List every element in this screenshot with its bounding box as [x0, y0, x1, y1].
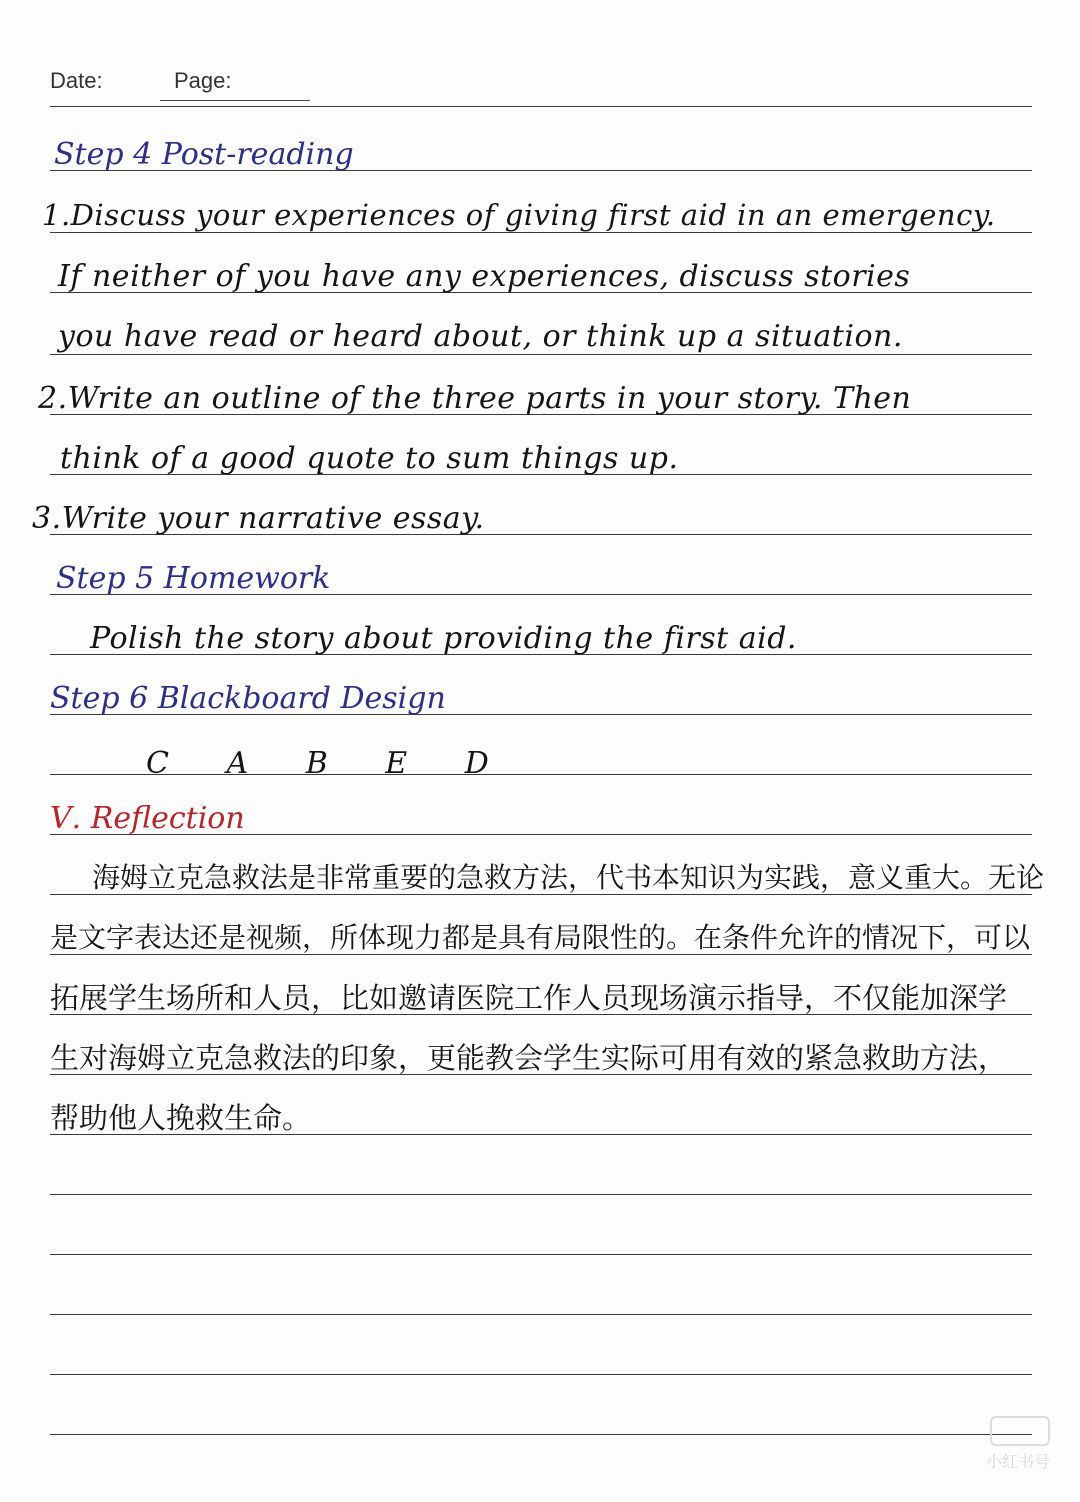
ruled-line: [50, 1434, 1032, 1435]
step6-heading: Step 6 Blackboard Design: [50, 681, 446, 716]
ruled-line: [50, 894, 1032, 895]
step4-line-6: 3.Write your narrative essay.: [32, 501, 485, 536]
ruled-line: [50, 954, 1032, 955]
ruled-line: [50, 1374, 1032, 1375]
date-label: Date:: [50, 68, 103, 93]
ruled-line: [50, 1254, 1032, 1255]
reflection-line-2: 是文字表达还是视频，所体现力都是具有局限性的。在条件允许的情况下，可以: [50, 921, 1031, 954]
page-label: Page:: [174, 68, 232, 93]
step4-line-5: think of a good quote to sum things up.: [60, 441, 679, 476]
blackboard-letters: C A B E D: [146, 746, 513, 781]
ruled-line: [50, 354, 1032, 355]
ruled-line: [50, 232, 1032, 233]
reflection-line-1: 海姆立克急救法是非常重要的急救方法，代书本知识为实践，意义重大。无论: [92, 861, 1045, 894]
step4-line-2: If neither of you have any experiences, discuss stories: [58, 259, 911, 294]
watermark-text: 小红书号: [985, 1452, 1050, 1471]
reflection-heading: Ⅴ. Reflection: [50, 801, 245, 836]
reflection-line-3: 拓展学生场所和人员，比如邀请医院工作人员现场演示指导，不仅能加深学: [50, 981, 1008, 1015]
step5-line-1: Polish the story about providing the first aid.: [90, 621, 797, 656]
ruled-line: [50, 106, 1032, 107]
step4-line-1: 1.Discuss your experiences of giving first aid in an emergency.: [42, 198, 996, 232]
step4-heading: Step 4 Post-reading: [54, 137, 354, 172]
step4-line-3: you have read or heard about, or think up a situation.: [58, 319, 903, 354]
step5-heading: Step 5 Homework: [56, 561, 331, 596]
step4-line-4: 2.Write an outline of the three parts in your story. Then: [38, 381, 912, 416]
ruled-line: [50, 1314, 1032, 1315]
reflection-line-5: 帮助他人挽救生命。: [50, 1101, 312, 1135]
watermark-logo: [990, 1416, 1050, 1446]
page-field-underline: [160, 100, 310, 101]
reflection-line-4: 生对海姆立克急救法的印象，更能教会学生实际可用有效的紧急救助方法，: [50, 1041, 1008, 1075]
ruled-line: [50, 1194, 1032, 1195]
